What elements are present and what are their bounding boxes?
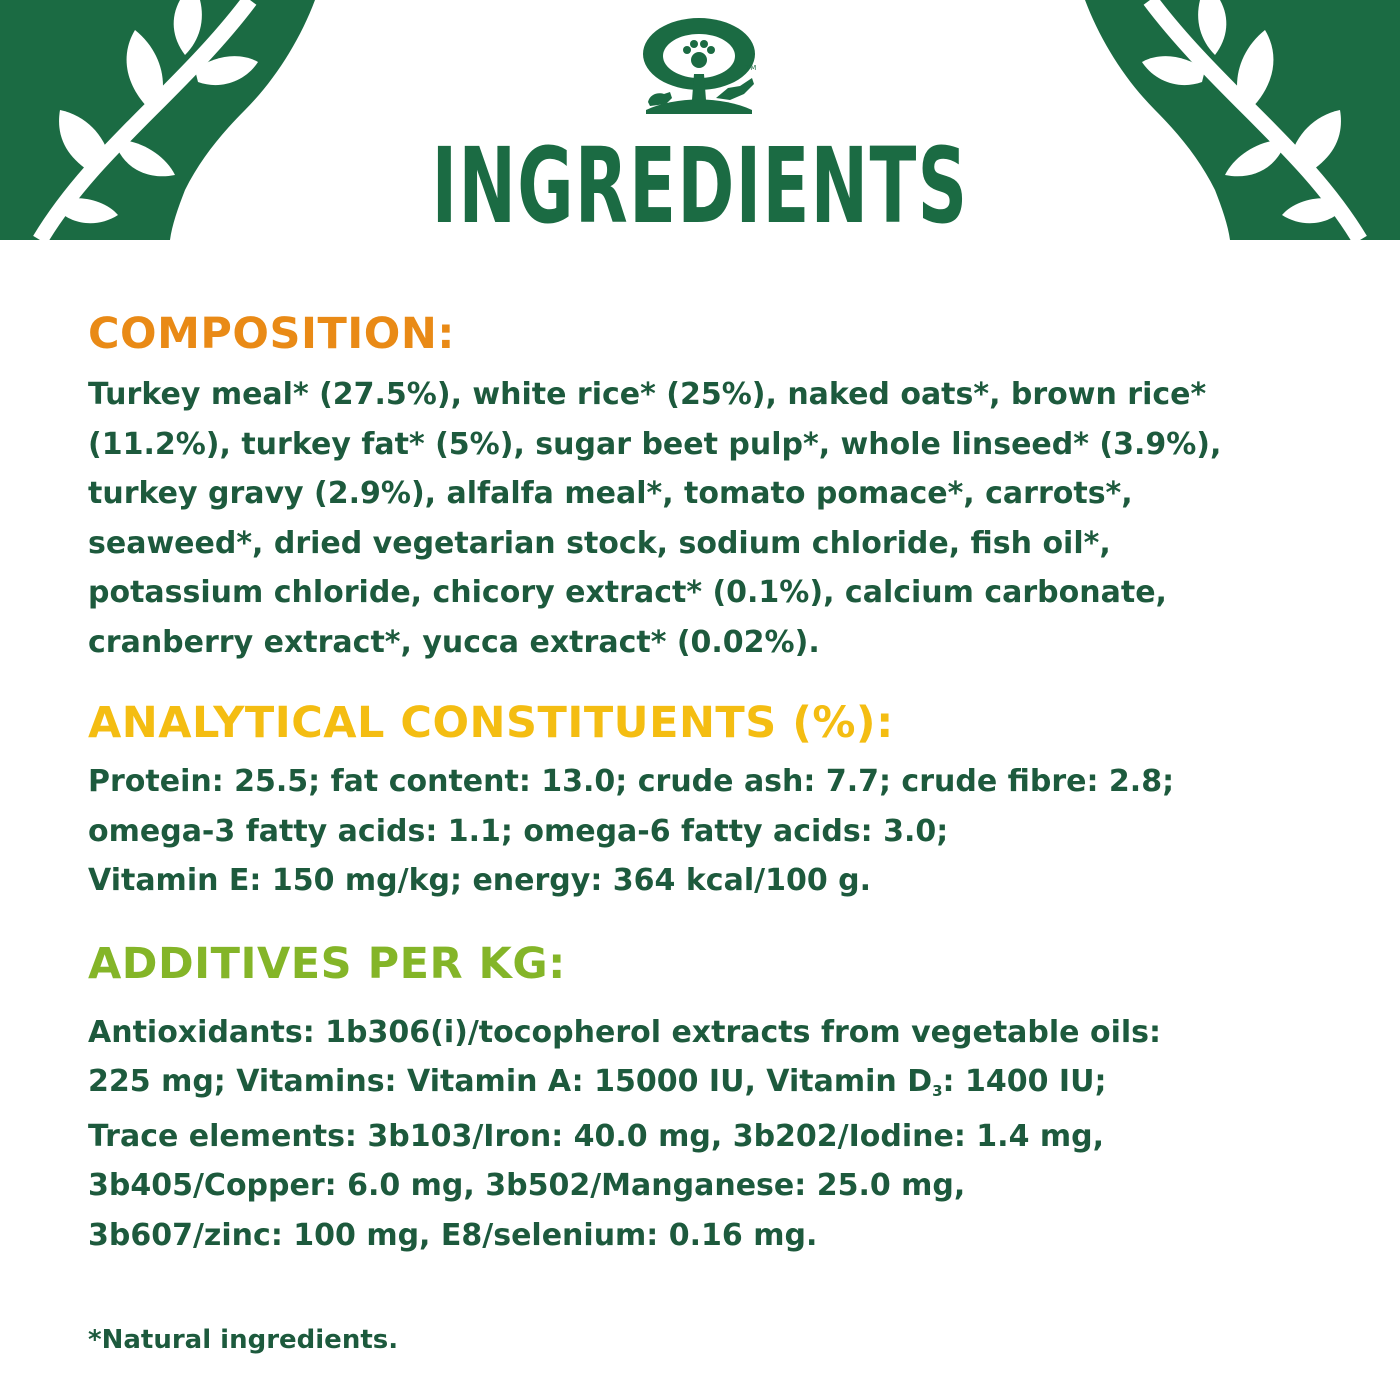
composition-heading: COMPOSITION: [88, 309, 456, 359]
page-title: INGREDIENTS [431, 125, 969, 247]
additives-heading: ADDITIVES PER KG: [88, 938, 566, 989]
additives-line: Antioxidants: 1b306(i)/tocopherol extracts from vegetable oils: [88, 1014, 1161, 1050]
content [88, 304, 1328, 1358]
composition-text [88, 370, 1328, 667]
composition-line: Turkey meal* (27.5%), white rice* (25%), naked oats*, brown rice* [88, 377, 1207, 412]
additives-line: 3b405/Copper: 6.0 mg, 3b502/Manganese: 25.0 mg, [88, 1168, 966, 1203]
additives-line: Trace elements: 3b103/Iron: 40.0 mg, 3b202/Iodine: 1.4 mg, [88, 1118, 1105, 1154]
composition-line: cranberry extract*, yucca extract* (0.02%). [88, 624, 820, 660]
analytical-line: Vitamin E: 150 mg/kg; energy: 364 kcal/100 g. [88, 863, 872, 898]
composition-line: (11.2%), turkey fat* (5%), sugar beet pulp*, whole linseed* (3.9%), [88, 426, 1222, 462]
composition-line: potassium chloride, chicory extract* (0.1%), calcium carbonate, [88, 575, 1167, 610]
header [0, 0, 1400, 247]
additives-line [88, 1057, 1328, 1112]
tree-paw-cat-dog-logo-icon [636, 14, 762, 120]
additives-text [88, 1008, 1328, 1261]
additives-line: 3b607/zinc: 100 mg, E8/selenium: 0.16 mg. [88, 1217, 818, 1253]
footnote: *Natural ingredients. [88, 1325, 399, 1355]
analytical-text [88, 757, 1328, 906]
composition-line: turkey gravy (2.9%), alfalfa meal*, tomato pomace*, carrots*, [88, 476, 1133, 511]
composition-line: seaweed*, dried vegetarian stock, sodium chloride, fish oil*, [88, 525, 1111, 561]
analytical-line: Protein: 25.5; fat content: 13.0; crude ash: 7.7; crude fibre: 2.8; [88, 764, 1175, 799]
subscript-three: 3 [932, 1081, 943, 1100]
analytical-heading: ANALYTICAL CONSTITUENTS (%): [88, 698, 894, 748]
additives-line-part: : 1400 IU; [942, 1064, 1107, 1099]
additives-line-part: 225 mg; Vitamins: Vitamin A: 15000 IU, Vitamin D [88, 1064, 933, 1099]
svg-text:TM: TM [746, 64, 757, 72]
analytical-line: omega-3 fatty acids: 1.1; omega-6 fatty acids: 3.0; [88, 813, 949, 849]
